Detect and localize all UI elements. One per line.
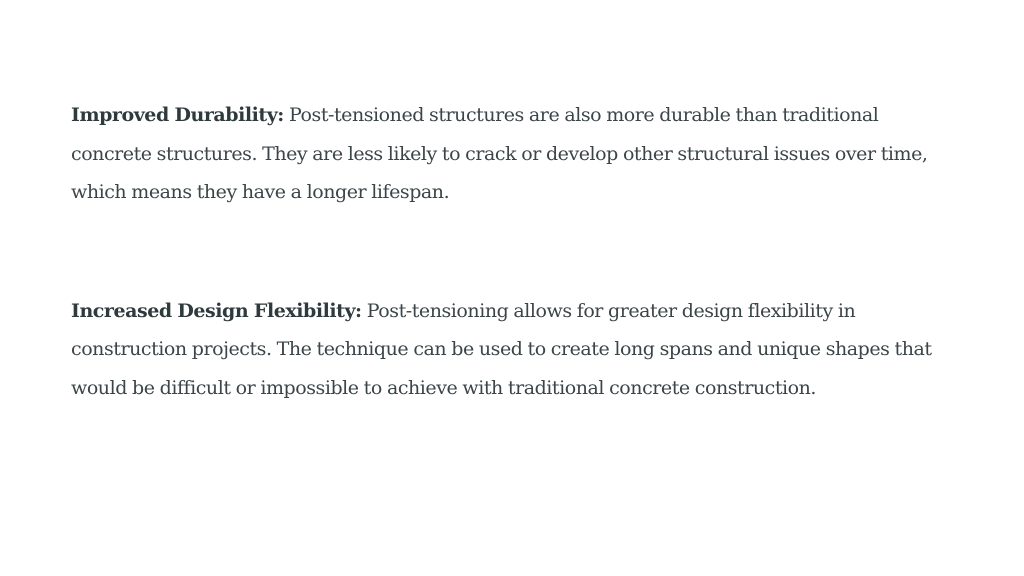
slide-content bbox=[71, 96, 961, 407]
durability-term: Improved Durability: bbox=[71, 104, 284, 126]
design-flexibility-text: Post-tensioning allows for greater design flexibility in construction projects. The technique can be used to create long spans and unique shapes that would be difficult or impossible to achieve with traditional concrete construction. bbox=[71, 299, 932, 399]
durability-text: Post-tensioned structures are also more durable than traditional concrete structures. They are less likely to crack or develop other structural issues over time, which means they have a longer lifespan. bbox=[71, 104, 928, 203]
durability-paragraph bbox=[71, 96, 961, 212]
design-flexibility-term: Increased Design Flexibility: bbox=[71, 299, 362, 322]
design-flexibility-paragraph bbox=[71, 292, 961, 408]
